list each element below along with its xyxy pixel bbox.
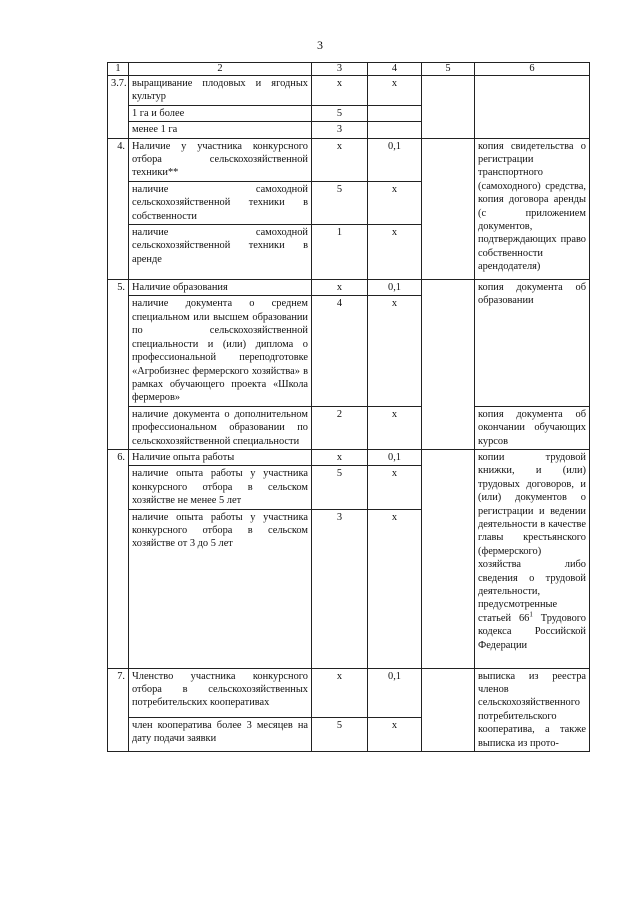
documents-cell — [475, 449, 590, 668]
criterion-text: выращивание плодовых и ягодных культур — [129, 76, 312, 106]
criterion-text: 1 га и более — [129, 105, 312, 121]
row-number: 7. — [108, 668, 129, 751]
score-cell: х — [312, 138, 368, 181]
table-header-row — [108, 63, 590, 76]
header-col-4: 4 — [368, 63, 422, 76]
weight-cell: 0,1 — [368, 280, 422, 296]
documents-text: копии трудовой книжки, и (или) трудовых договоров, и (или) документов о регистрации и ведении деятельности в качестве главы крестьянского (фермерского) хозяйства либо сведения о трудовой деятельности, предусмотренные статьей 66 — [478, 451, 586, 624]
criterion-text: Членство участника конкурсного отбора в сельскохозяйственных потребительских кооперативах — [129, 668, 312, 717]
score-cell: 1 — [312, 225, 368, 280]
score-cell: х — [312, 668, 368, 717]
score-cell: 5 — [312, 466, 368, 509]
weight-cell — [368, 105, 422, 121]
score-cell: 4 — [312, 296, 368, 406]
empty-cell — [422, 449, 475, 668]
criterion-text: Наличие у участника конкурсного отбора сельскохозяйственной техники** — [129, 138, 312, 181]
row-number: 4. — [108, 138, 129, 279]
weight-cell: 0,1 — [368, 668, 422, 717]
table-row — [108, 138, 590, 181]
empty-cell — [422, 138, 475, 279]
weight-cell: х — [368, 76, 422, 106]
table-row — [108, 280, 590, 296]
weight-cell: 0,1 — [368, 138, 422, 181]
criteria-table — [107, 62, 590, 752]
row-number: 6. — [108, 449, 129, 668]
row-number: 5. — [108, 280, 129, 450]
score-cell: х — [312, 76, 368, 106]
score-cell: х — [312, 449, 368, 465]
weight-cell: х — [368, 181, 422, 224]
superscript: 1 — [529, 610, 533, 619]
empty-cell — [422, 76, 475, 139]
header-col-3: 3 — [312, 63, 368, 76]
table-row — [108, 668, 590, 717]
weight-cell — [368, 122, 422, 138]
documents-cell: копия документа об образовании — [475, 280, 590, 407]
criterion-text: член кооператива более 3 месяцев на дату подачи заявки — [129, 717, 312, 751]
weight-cell: 0,1 — [368, 449, 422, 465]
criterion-text: Наличие опыта работы — [129, 449, 312, 465]
criterion-text: наличие самоходной сельскохозяйственной техники в собственности — [129, 181, 312, 224]
score-cell: 3 — [312, 122, 368, 138]
criterion-text: Наличие образования — [129, 280, 312, 296]
table-row — [108, 406, 590, 449]
score-cell: 3 — [312, 509, 368, 668]
documents-cell: копия свидетельства о регистрации транспортного (самоходного) средства, копия договора аренды (с приложением документов, подтверждающих право собственности арендодателя) — [475, 138, 590, 279]
empty-cell — [422, 668, 475, 751]
documents-text-cont: Трудового кодекса Российской Федерации — [478, 612, 586, 651]
criterion-text: наличие опыта работы у участника конкурсного отбора в сельском хозяйстве не менее 5 лет — [129, 466, 312, 509]
header-col-2: 2 — [129, 63, 312, 76]
header-col-6: 6 — [475, 63, 590, 76]
score-cell: х — [312, 280, 368, 296]
page-number: 3 — [317, 38, 323, 52]
criterion-text: менее 1 га — [129, 122, 312, 138]
weight-cell: х — [368, 406, 422, 449]
criterion-text: наличие документа о дополнительном профессиональном образовании по сельскохозяйственной специальности — [129, 406, 312, 449]
score-cell: 5 — [312, 717, 368, 751]
weight-cell: х — [368, 717, 422, 751]
documents-cell: выписка из реестра членов сельскохозяйственного потребительского кооператива, а также выписка из прото- — [475, 668, 590, 751]
header-col-5: 5 — [422, 63, 475, 76]
table-row — [108, 449, 590, 465]
score-cell: 2 — [312, 406, 368, 449]
score-cell: 5 — [312, 105, 368, 121]
table-row — [108, 76, 590, 106]
empty-cell — [422, 280, 475, 450]
row-number: 3.7. — [108, 76, 129, 139]
header-col-1: 1 — [108, 63, 129, 76]
score-cell: 5 — [312, 181, 368, 224]
criterion-text: наличие документа о среднем специальном или высшем образовании по сельскохозяйственной специальности и (или) диплома о профессиональной переподготовке «Агробизнес фермерского хозяйства» в рамках обучающего проекта «Школа фермеров» — [129, 296, 312, 406]
weight-cell: х — [368, 509, 422, 668]
weight-cell: х — [368, 296, 422, 406]
weight-cell: х — [368, 225, 422, 280]
criterion-text: наличие самоходной сельскохозяйственной техники в аренде — [129, 225, 312, 280]
weight-cell: х — [368, 466, 422, 509]
criterion-text: наличие опыта работы у участника конкурсного отбора в сельском хозяйстве от 3 до 5 лет — [129, 509, 312, 668]
documents-cell: копия документа об окончании обучающих курсов — [475, 406, 590, 449]
documents-cell — [475, 76, 590, 139]
